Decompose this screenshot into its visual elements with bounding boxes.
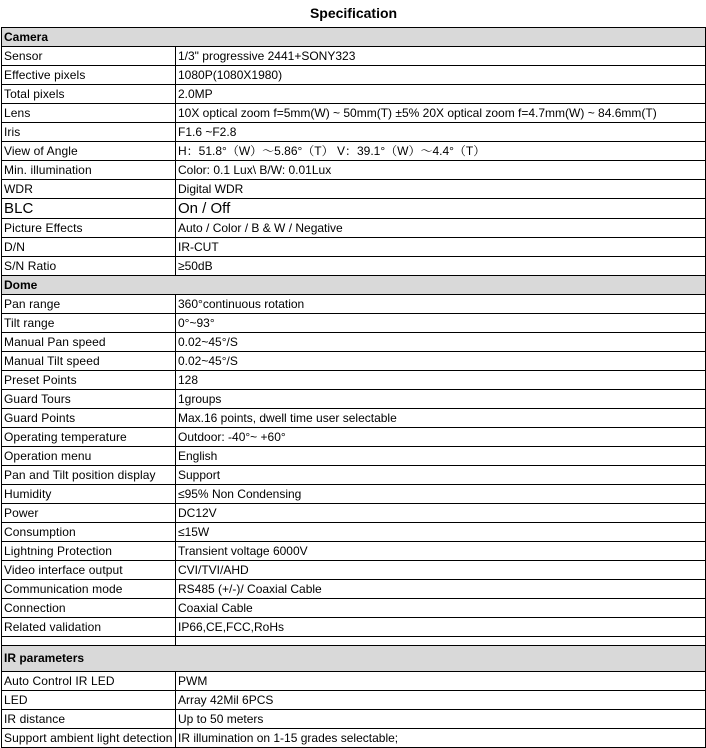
spec-row [2,409,706,428]
spec-row [2,672,706,691]
spec-row [2,447,706,466]
spec-row [2,257,706,276]
spec-key: Lightning Protection [2,542,176,561]
spec-key: Communication mode [2,580,176,599]
spec-key: Sensor [2,47,176,66]
spec-key: Min. illumination [2,161,176,180]
spec-row [2,123,706,142]
spec-value: IR illumination on 1-15 grades selectable; [176,729,706,748]
spec-row [2,85,706,104]
spec-key: Tilt range [2,314,176,333]
spec-value: Digital WDR [176,180,706,199]
spec-row [2,161,706,180]
spec-row [2,104,706,123]
spec-value: RS485 (+/-)/ Coaxial Cable [176,580,706,599]
spec-value: 360°continuous rotation [176,295,706,314]
spec-key: Video interface output [2,561,176,580]
spec-value: Auto / Color / B & W / Negative [176,219,706,238]
specification-table [1,0,706,748]
spec-row [2,599,706,618]
spec-value: H：51.8°（W）～5.86°（T） V：39.1°（W）～4.4°（T） [176,142,706,161]
spec-row [2,542,706,561]
spec-value: CVI/TVI/AHD [176,561,706,580]
spec-key: Picture Effects [2,219,176,238]
spec-value: DC12V [176,504,706,523]
spacer-cell [176,637,706,646]
spec-key: BLC [2,199,176,219]
spec-key: Pan and Tilt position display [2,466,176,485]
spec-value: Transient voltage 6000V [176,542,706,561]
spec-value: 10X optical zoom f=5mm(W) ~ 50mm(T) ±5% 20X optical zoom f=4.7mm(W) ~ 84.6mm(T) [176,104,706,123]
spec-row [2,428,706,447]
spec-key: LED [2,691,176,710]
spec-value: Color: 0.1 Lux\ B/W: 0.01Lux [176,161,706,180]
section-header-dome [2,276,706,295]
spec-row [2,691,706,710]
spec-key: Operating temperature [2,428,176,447]
spec-key: Connection [2,599,176,618]
spec-key: Operation menu [2,447,176,466]
spec-value: Support [176,466,706,485]
spec-key: Support ambient light detection [2,729,176,748]
spec-key: Power [2,504,176,523]
spec-value: Outdoor: -40°~ +60° [176,428,706,447]
spec-value: 128 [176,371,706,390]
spec-value: F1.6 ~F2.8 [176,123,706,142]
spec-key: Effective pixels [2,66,176,85]
section-title: Dome [2,276,706,295]
section-header-ir-parameters [2,646,706,672]
spec-value: 1groups [176,390,706,409]
spec-value: 0°~93° [176,314,706,333]
spec-row [2,219,706,238]
spec-value: English [176,447,706,466]
spec-key: Preset Points [2,371,176,390]
spec-value: Array 42Mil 6PCS [176,691,706,710]
spec-row [2,390,706,409]
spec-row [2,66,706,85]
spec-row [2,580,706,599]
spacer-row [2,637,706,646]
spec-row [2,47,706,66]
spec-key: D/N [2,238,176,257]
spec-row [2,352,706,371]
spec-value: IP66,CE,FCC,RoHs [176,618,706,637]
spec-value: ≤95% Non Condensing [176,485,706,504]
spacer-cell [2,637,176,646]
spec-row [2,295,706,314]
spec-key: Humidity [2,485,176,504]
spec-value: 1/3" progressive 2441+SONY323 [176,47,706,66]
spec-row [2,485,706,504]
spec-value: Up to 50 meters [176,710,706,729]
spec-value: Coaxial Cable [176,599,706,618]
title-row [2,0,706,28]
spec-value: Max.16 points, dwell time user selectable [176,409,706,428]
spec-row [2,466,706,485]
section-title: IR parameters [2,646,706,672]
spec-value: 0.02~45°/S [176,333,706,352]
spec-row [2,561,706,580]
spec-value: 0.02~45°/S [176,352,706,371]
spec-row [2,504,706,523]
spec-value: On / Off [176,199,706,219]
spec-key: IR distance [2,710,176,729]
spec-key: Manual Pan speed [2,333,176,352]
spec-value: PWM [176,672,706,691]
spec-row [2,142,706,161]
section-title: Camera [2,28,706,47]
spec-key: Iris [2,123,176,142]
spec-key: S/N Ratio [2,257,176,276]
spec-row [2,371,706,390]
spec-row [2,710,706,729]
spec-key: Related validation [2,618,176,637]
spec-row [2,729,706,748]
spec-key: Guard Tours [2,390,176,409]
section-header-camera [2,28,706,47]
spec-key: Consumption [2,523,176,542]
spec-value: ≤15W [176,523,706,542]
spec-key: Guard Points [2,409,176,428]
spec-key: View of Angle [2,142,176,161]
spec-row [2,618,706,637]
spec-key: Total pixels [2,85,176,104]
spec-key: WDR [2,180,176,199]
spec-key: Lens [2,104,176,123]
spec-value: 2.0MP [176,85,706,104]
spec-row [2,199,706,219]
spec-key: Manual Tilt speed [2,352,176,371]
spec-row [2,180,706,199]
spec-value: ≥50dB [176,257,706,276]
spec-value: IR-CUT [176,238,706,257]
spec-key: Pan range [2,295,176,314]
spec-row [2,333,706,352]
spec-row [2,238,706,257]
page-title: Specification [2,0,706,28]
spec-key: Auto Control IR LED [2,672,176,691]
spec-row [2,314,706,333]
spec-value: 1080P(1080X1980) [176,66,706,85]
spec-row [2,523,706,542]
